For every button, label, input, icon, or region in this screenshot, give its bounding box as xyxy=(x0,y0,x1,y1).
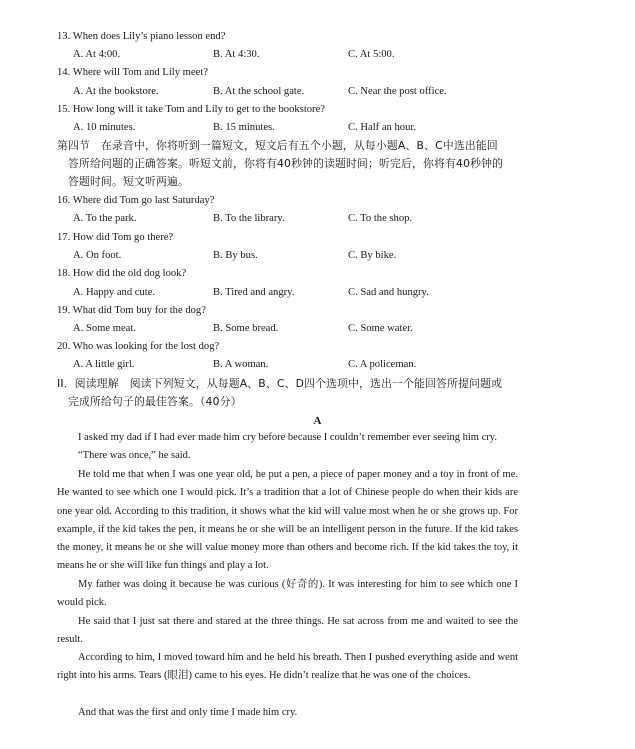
question-18-option-b: B. Tired and angry. xyxy=(213,287,295,298)
question-14-option-a: A. At the bookstore. xyxy=(73,86,159,97)
part-2-instructions-line-1: II．阅读理解 阅读下列短文，从每题A、B、C、D四个选项中，选出一个能回答所提问题或 xyxy=(57,377,503,390)
passage-paragraph-7: And that was the first and only time I made him cry. xyxy=(78,707,298,718)
question-15-option-b: B. 15 minutes. xyxy=(213,122,275,133)
question-16-option-c: C. To the shop. xyxy=(348,213,413,224)
section-4-instructions-line-1: 第四节 在录音中，你将听到一篇短文，短文后有五个小题，从每小题A、B、C中选出能回 xyxy=(57,139,498,152)
question-19-option-b: B. Some bread. xyxy=(213,323,279,334)
question-16-option-b: B. To the library. xyxy=(213,213,285,224)
question-19-option-c: C. Some water. xyxy=(348,323,413,334)
question-13-stem: 13. When does Lily’s piano lesson end? xyxy=(57,31,226,42)
question-18-stem: 18. How did the old dog look? xyxy=(57,268,187,279)
passage-paragraph-5: He said that I just sat there and stared at the three things. He sat across from me and waited to see the result. xyxy=(57,616,518,646)
passage-paragraph-4: My father was doing it because he was curious (好奇的). It was interesting for him to see which one I would pick. xyxy=(57,579,518,609)
question-17-stem: 17. How did Tom go there? xyxy=(57,232,174,243)
question-20-option-c: C. A policeman. xyxy=(348,359,417,370)
question-13-option-b: B. At 4:30. xyxy=(213,49,260,60)
passage-paragraph-2: “There was once,” he said. xyxy=(78,450,191,461)
question-16-stem: 16. Where did Tom go last Saturday? xyxy=(57,195,215,206)
question-20-option-b: B. A woman. xyxy=(213,359,269,370)
question-17-option-c: C. By bike. xyxy=(348,250,397,261)
question-18-option-a: A. Happy and cute. xyxy=(73,287,156,298)
question-20-option-a: A. A little girl. xyxy=(73,359,135,370)
section-4-instructions-line-2: 答所给问题的正确答案。听短文前，你将有40秒钟的读题时间；听完后，你将有40秒钟的 xyxy=(68,157,504,170)
question-19-stem: 19. What did Tom buy for the dog? xyxy=(57,305,206,316)
question-14-option-b: B. At the school gate. xyxy=(213,86,305,97)
passage-title: A xyxy=(313,415,322,427)
question-17-option-b: B. By bus. xyxy=(213,250,258,261)
question-17-option-a: A. On foot. xyxy=(73,250,122,261)
question-19-option-a: A. Some meat. xyxy=(73,323,136,334)
passage-paragraph-1: I asked my dad if I had ever made him cry before because I couldn’t remember ever seeing him cry. xyxy=(78,432,497,443)
part-2-instructions-line-2: 完成所给句子的最佳答案。（40分） xyxy=(68,395,242,408)
question-20-stem: 20. Who was looking for the lost dog? xyxy=(57,341,220,352)
question-15-option-c: C. Half an hour. xyxy=(348,122,416,133)
passage-paragraph-6: According to him, I moved toward him and he held his breath. Then I pushed everything aside and went right into his arms. Tears (眼泪) came to his eyes. He didn’t realize that he was one of the choices. xyxy=(57,652,518,682)
question-14-option-c: C. Near the post office. xyxy=(348,86,447,97)
question-14-stem: 14. Where will Tom and Lily meet? xyxy=(57,67,208,78)
question-15-option-a: A. 10 minutes. xyxy=(73,122,136,133)
question-13-option-a: A. At 4:00. xyxy=(73,49,121,60)
section-4-instructions-line-3: 答题时间。短文听两遍。 xyxy=(68,175,189,188)
passage-paragraph-3: He told me that when I was one year old, he put a pen, a piece of paper money and a toy in front of me. He wanted to see which one I would pick. It’s a tradition that a lot of Chinese people do when their kids are one year old. According to this tradition, it shows what the kid will value most when he or she grows up. For example, if the kid takes the pen, it means he or she will be an intelligent person in the future. If the kid takes the money, it means he or she will value money more than others and become rich. If the kid takes the toy, it means he or she will like fun things and play a lot. xyxy=(57,469,518,572)
question-15-stem: 15. How long will it take Tom and Lily to get to the bookstore? xyxy=(57,104,325,115)
question-16-option-a: A. To the park. xyxy=(73,213,137,224)
question-18-option-c: C. Sad and hungry. xyxy=(348,287,429,298)
question-13-option-c: C. At 5:00. xyxy=(348,49,395,60)
